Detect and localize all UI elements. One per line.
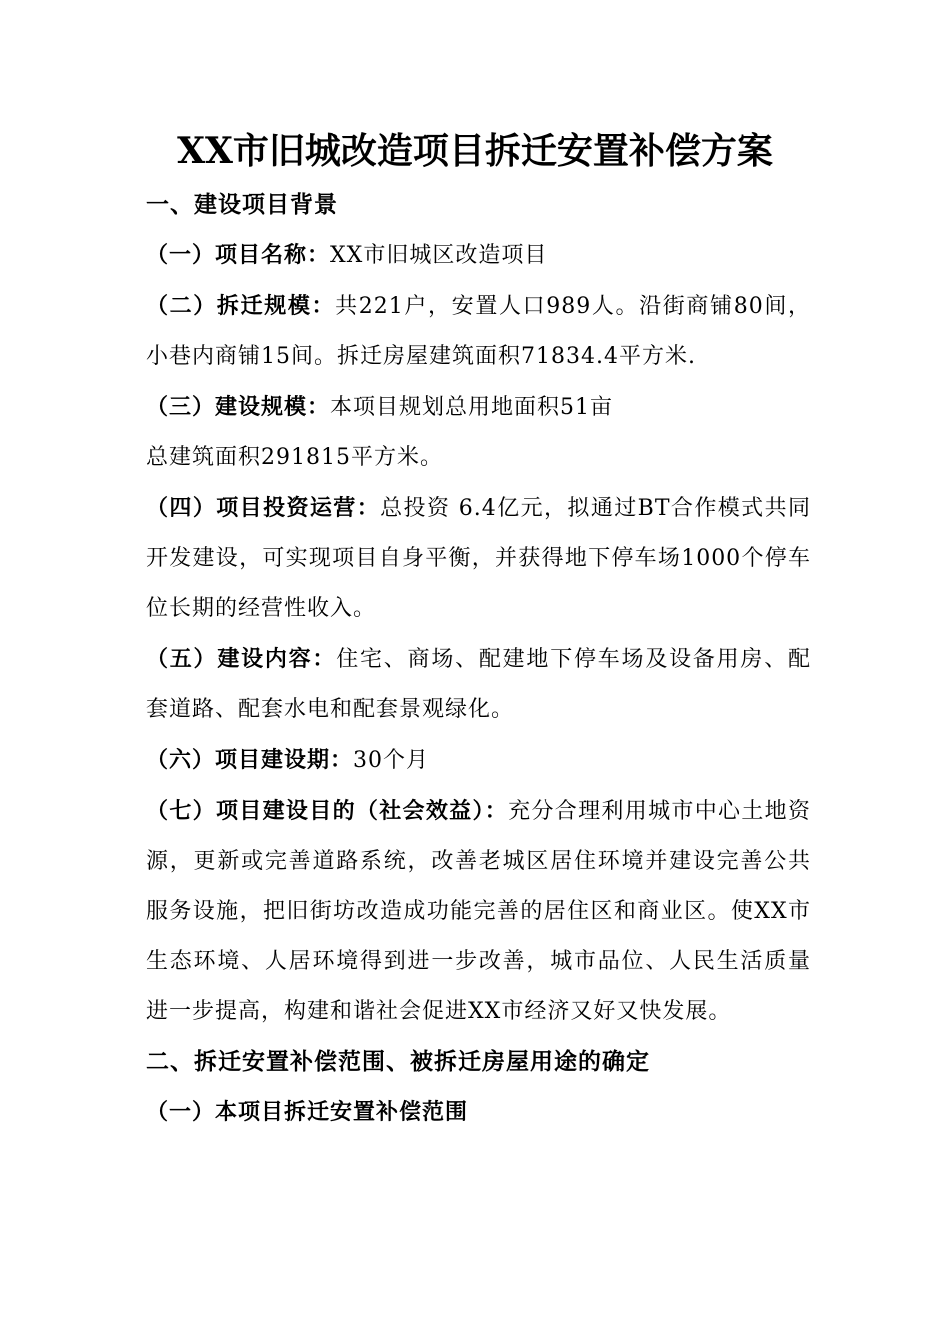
item-label: （七）项目建设目的（社会效益）：	[146, 798, 509, 824]
item-text: XX市旧城区改造项目	[330, 243, 548, 268]
item-label: （五）建设内容：	[146, 646, 337, 672]
paragraph-investment	[146, 483, 811, 634]
paragraph-construction-scale-cont	[146, 433, 811, 483]
paragraph-social-benefits	[146, 786, 811, 1037]
item-text: 本项目规划总用地面积51亩	[330, 395, 614, 420]
item-label: （一）项目名称：	[146, 242, 331, 268]
paragraph-construction-scale	[146, 382, 811, 433]
section-heading-scope: 二、拆迁安置补偿范围、被拆迁房屋用途的确定	[146, 1048, 650, 1075]
item-label: （四）项目投资运营：	[146, 495, 381, 521]
item-text: 充分合理利用城市中心土地资源，更新或完善道路系统，改善老城区居住环境并建设完善公共服务设施，把旧街坊改造成功能完善的居住区和商业区。使XX市生态环境、人居环境得到进一步改善，城市品位、人民生活质量进一步提高，构建和谐社会促进XX市经济又好又快发展。	[146, 799, 811, 1024]
paragraph-demolition-scale	[146, 281, 811, 382]
document-title: XX市旧城改造项目拆迁安置补偿方案	[177, 130, 773, 172]
document-body	[146, 180, 811, 1137]
paragraph-construction-content	[146, 634, 811, 735]
item-text: 30个月	[353, 748, 430, 773]
item-text: 住宅、商场、配建地下停车场及设备用房、配套道路、配套水电和配套景观绿化。	[146, 647, 811, 722]
item-text: 总投资 6.4亿元，拟通过BT合作模式共同开发建设，可实现项目自身平衡，并获得地下停车场1000个停车位长期的经营性收入。	[146, 496, 811, 621]
item-text: 共221户，安置人口989人。沿街商铺80间，小巷内商铺15间。拆迁房屋建筑面积71834.4平方米.	[146, 294, 811, 369]
item-label: （二）拆迁规模：	[146, 293, 336, 319]
item-label: （三）建设规模：	[146, 394, 331, 420]
section-heading-background: 一、建设项目背景	[146, 191, 338, 218]
paragraph-project-name	[146, 230, 811, 281]
subsection-heading-scope: （一）本项目拆迁安置补偿范围	[146, 1099, 469, 1125]
item-text-continued: 总建筑面积291815平方米。	[146, 445, 443, 470]
item-label: （六）项目建设期：	[146, 747, 354, 773]
paragraph-construction-period	[146, 735, 811, 786]
